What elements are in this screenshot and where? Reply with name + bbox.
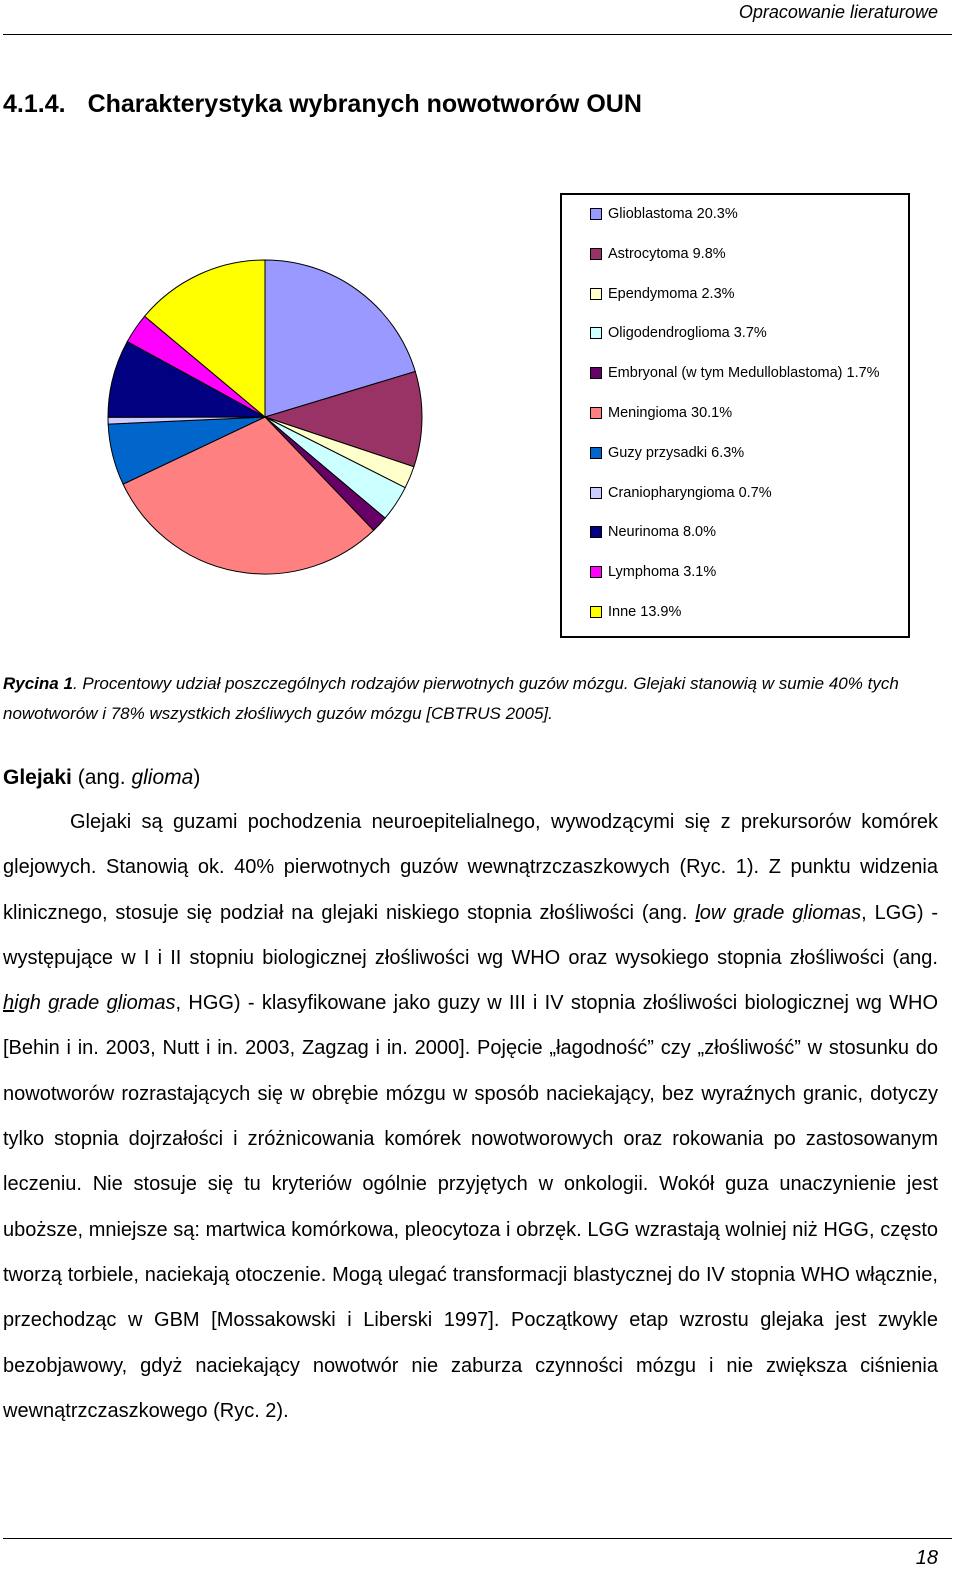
section-title: Charakterystyka wybranych nowotworów OUN [87, 90, 642, 118]
section-number: 4.1.4. [3, 90, 66, 118]
legend-item [590, 443, 744, 463]
lgg-part-5: g [792, 901, 804, 924]
subsection-paren-open: (ang. [71, 766, 132, 789]
lgg-part-2: ow [699, 901, 734, 924]
page-number: 18 [915, 1547, 938, 1569]
legend-label: Ependymoma 2.3% [608, 285, 735, 302]
legend-swatch [590, 407, 602, 419]
legend-item [590, 204, 738, 224]
legend-swatch [590, 566, 602, 578]
figure-caption [3, 669, 933, 729]
term-lgg [695, 902, 861, 924]
body-paragraph [3, 800, 938, 1434]
hgg-part-6: liomas [117, 992, 176, 1015]
legend-item [590, 602, 681, 622]
legend-item [590, 483, 772, 503]
legend-label: Neurinoma 8.0% [608, 524, 716, 541]
subsection-heading [3, 766, 200, 790]
legend-swatch [590, 487, 602, 499]
header-divider [3, 34, 952, 35]
lgg-part-6: liomas [803, 901, 862, 924]
legend-swatch [590, 526, 602, 538]
legend-label: Astrocytoma 9.8% [608, 245, 726, 262]
legend-item [590, 562, 716, 582]
lgg-part-4: rade [744, 901, 793, 924]
section-heading [3, 90, 664, 119]
caption-label: Rycina 1 [3, 674, 73, 693]
legend-item [590, 244, 726, 264]
legend-swatch [590, 606, 602, 618]
body-sentence-2: , LGG) - występujące w I i II stopniu biologicznej złośliwości wg WHO oraz wysokiego stopnia złośliwości (ang. [3, 901, 939, 969]
hgg-part-3: g [48, 992, 60, 1015]
legend-label: Oligodendroglioma 3.7% [608, 325, 767, 342]
legend-item [590, 403, 732, 423]
lgg-part-1: l [695, 901, 700, 924]
hgg-part-4: rade [59, 992, 107, 1015]
legend-label: Craniopharyngioma 0.7% [608, 484, 772, 501]
legend-swatch [590, 288, 602, 300]
legend-label: Meningioma 30.1% [608, 405, 733, 421]
body-sentence-3: , HGG) - klasyfikowane jako guzy w III i IV stopnia złośliwości biologicznej wg WHO [Behin i in. 2003, Nutt i in. 2003, Zagzag i in. 2000]. Pojęcie „łagodność” czy „złośliwość” w stosunku do nowotworów rozrastających się w obrębie mózgu w sposób naciekający, bez wyraźnych granic, dotyczy tylko stopnia dojrzałości i zróżnicowania komórek nowotworowych oraz rokowania po zastosowanym leczeniu. Nie stosuje się tu kryteriów ogólnie przyjętych w onkologii. Wokół guza unaczynienie jest uboższe, mniejsze są: martwica komórkowa, pleocytoza i obrzęk. LGG wzrastają wolniej niż HGG, często tworzą torbiele, naciekają otoczenie. Mogą ulegać transformacji blastycznej do IV stopnia WHO włącznie, przechodząc w GBM [Mossakowski i Liberski 1997]. Początkowy etap wzrostu glejaka jest zwykle bezobjawowy, gdyż naciekający nowotwór nie zaburza czynności mózgu i nie zwiększa ciśnienia wewnątrzczaszkowego (Ryc. 2). [3, 992, 939, 1422]
subsection-term: glioma [131, 766, 194, 789]
term-hgg [3, 992, 176, 1014]
caption-text: . Procentowy udział poszczególnych rodzajów pierwotnych guzów mózgu. Glejaki stanowią w sumie 40% tych nowotworów i 78% wszystkich złośliwych guzów mózgu [CBTRUS 2005]. [3, 674, 899, 723]
hgg-part-1: h [3, 992, 15, 1015]
hgg-part-5: g [106, 992, 118, 1015]
lgg-part-3: g [733, 901, 745, 924]
legend-label: Inne 13.9% [608, 604, 682, 620]
legend-swatch [590, 327, 602, 339]
pie-chart [100, 252, 430, 582]
legend-item [590, 323, 767, 343]
legend-item [590, 522, 716, 542]
legend-swatch [590, 367, 602, 379]
legend-label: Guzy przysadki 6.3% [608, 444, 745, 461]
legend-swatch [590, 447, 602, 459]
legend-item [590, 363, 880, 383]
legend-item [590, 284, 735, 304]
legend-label: Lymphoma 3.1% [608, 564, 717, 581]
subsection-title: Glejaki [3, 766, 72, 789]
legend-label: Glioblastoma 20.3% [608, 206, 738, 222]
footer-divider [3, 1538, 952, 1539]
legend-swatch [590, 248, 602, 260]
running-header: Opracowanie lieraturowe [738, 2, 938, 22]
hgg-part-2: igh [14, 992, 49, 1015]
chart-legend [560, 193, 910, 638]
subsection-paren-close: ) [193, 766, 201, 789]
body-sentence-1: Glejaki są guzami pochodzenia neuroepitelialnego, wywodzącymi się z prekursorów komórek glejowych. Stanowią ok. 40% pierwotnych guzów wewnątrzczaszkowych (Ryc. 1). Z punktu widzenia klinicznego, stosuje się podział na glejaki niskiego stopnia złośliwości (ang. [3, 811, 938, 924]
legend-label: Embryonal (w tym Medulloblastoma) 1.7% [608, 365, 880, 382]
legend-swatch [590, 208, 602, 220]
